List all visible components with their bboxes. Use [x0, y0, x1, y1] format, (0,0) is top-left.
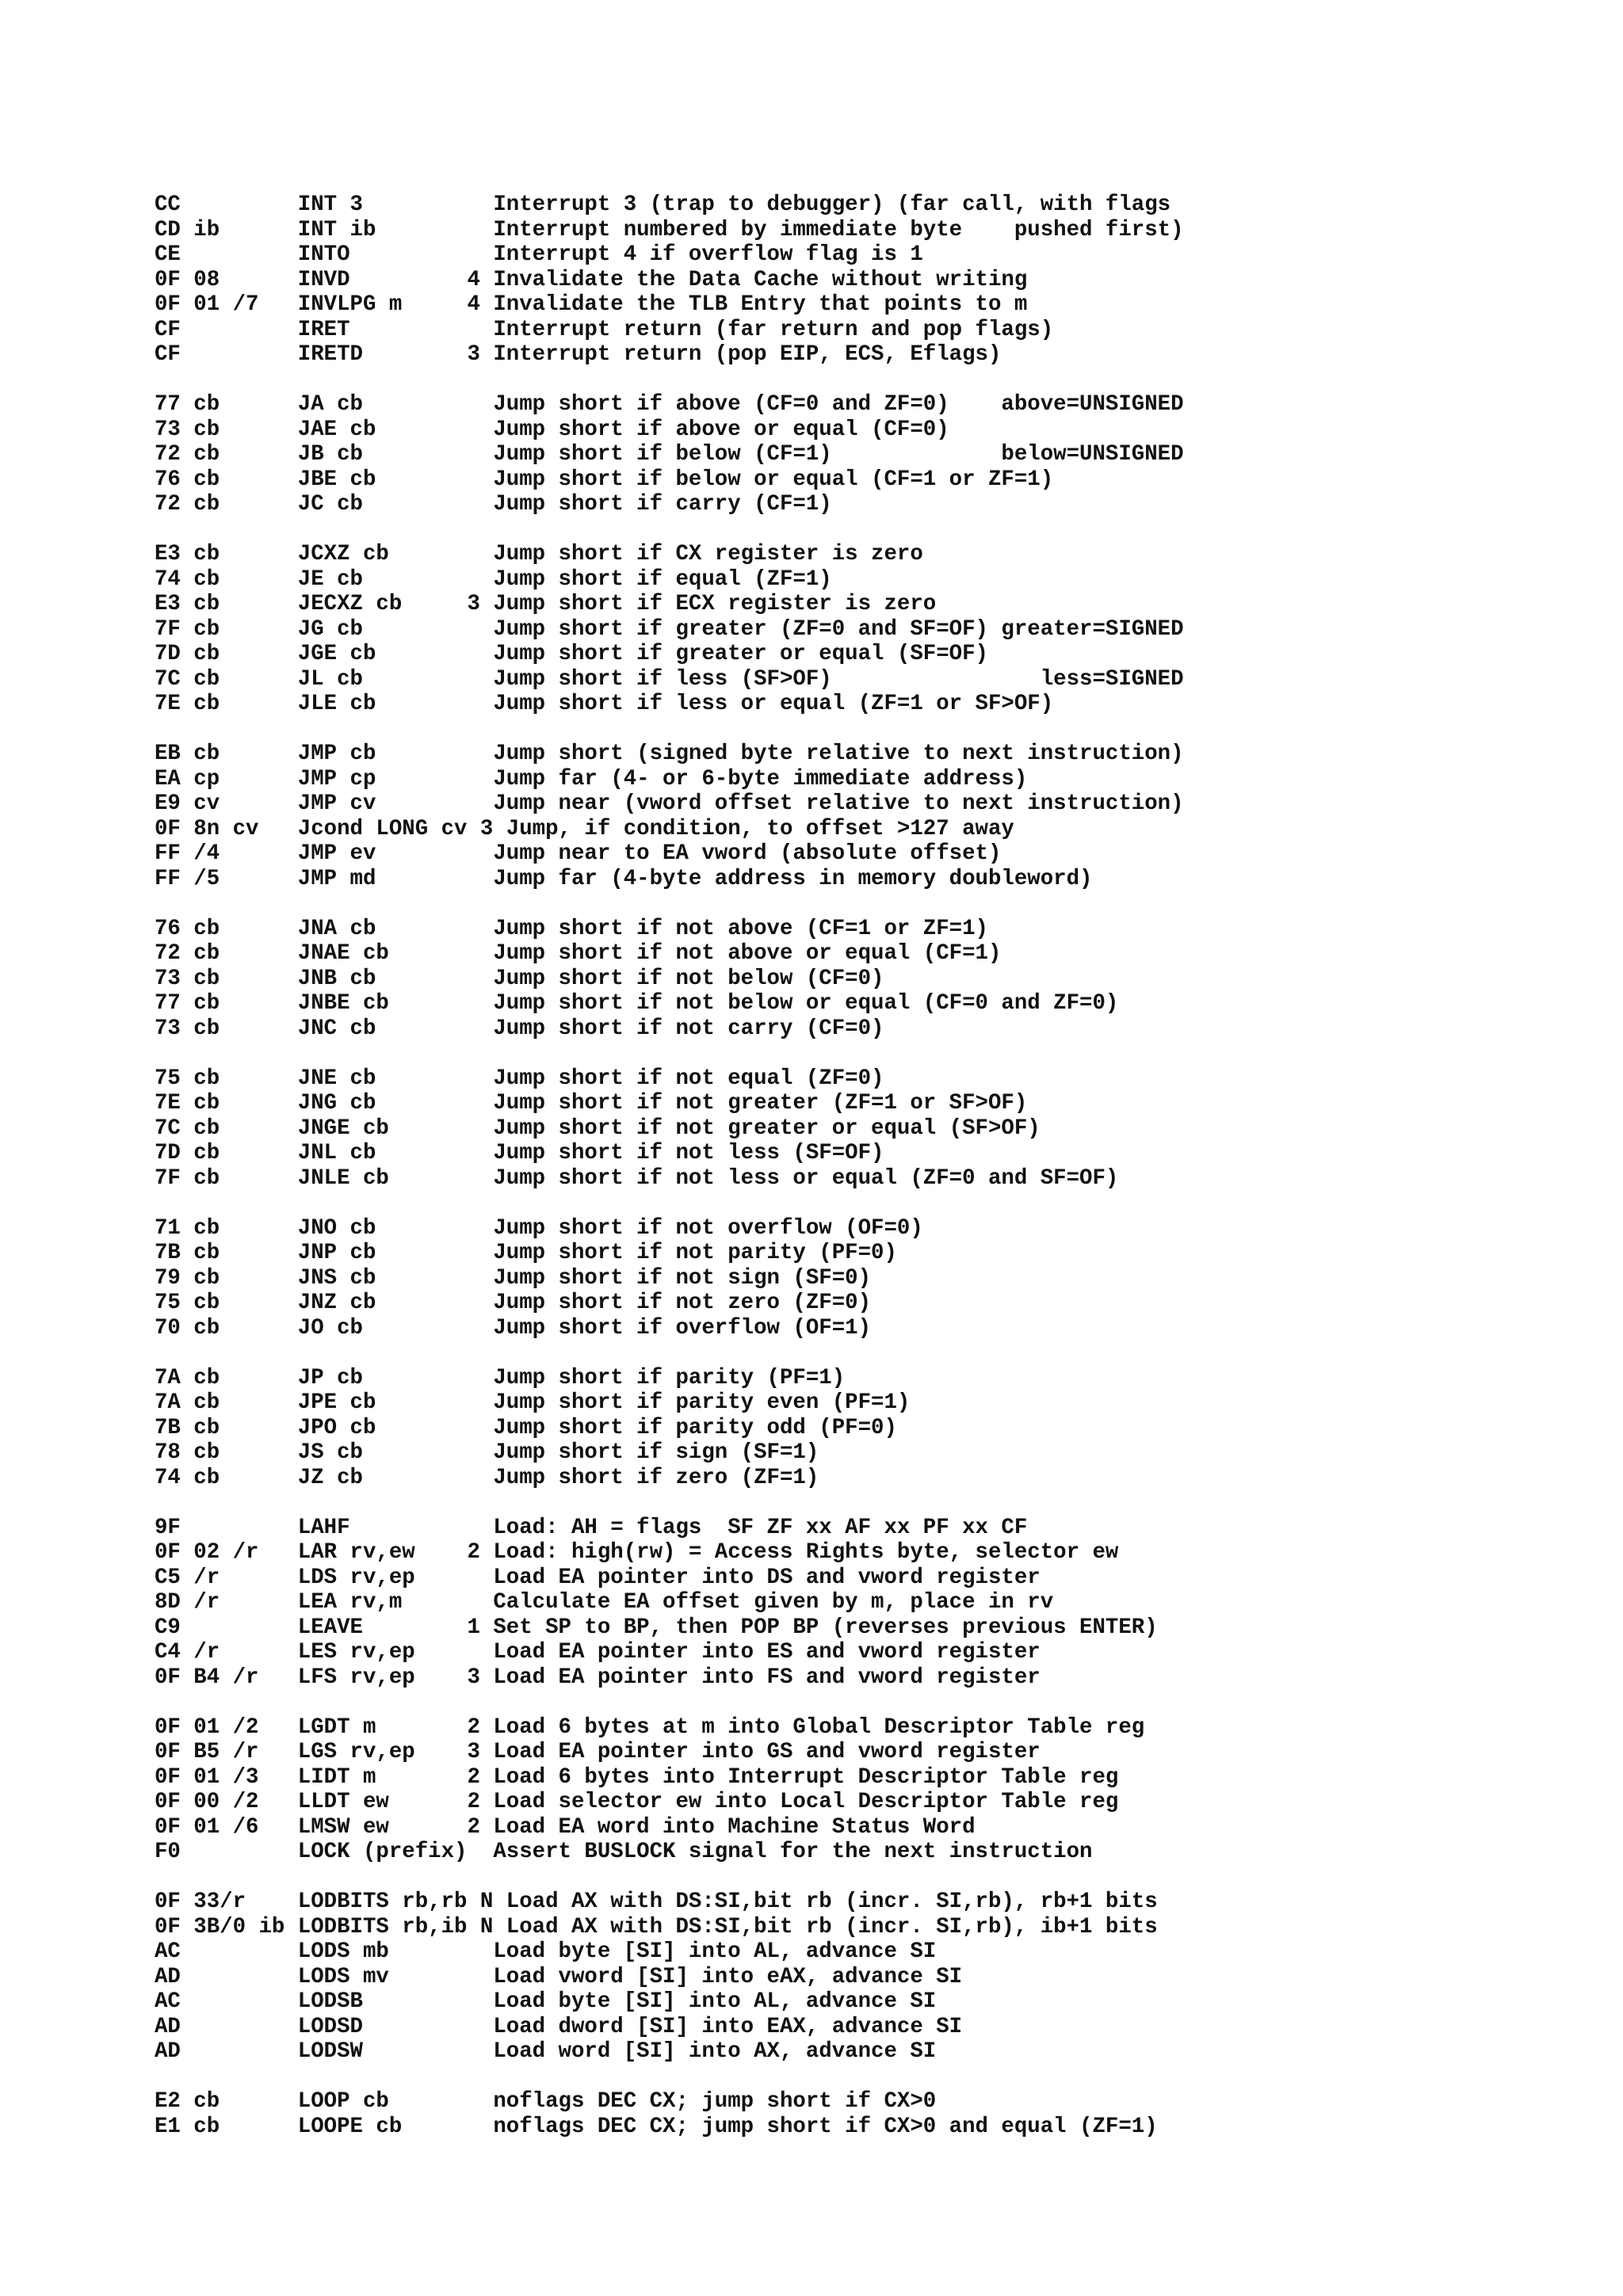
listing-line: CC INT 3 Interrupt 3 (trap to debugger) (far call, with flags: [155, 193, 1171, 217]
listing-line: 0F 01 /6 LMSW ew 2 Load EA word into Machine Status Word: [155, 1814, 976, 1840]
listing-line: FF /5 JMP md Jump far (4-byte address in memory doubleword): [155, 866, 1093, 891]
blank-line: [155, 717, 1184, 742]
listing-line: 0F 01 /3 LIDT m 2 Load 6 bytes into Interrupt Descriptor Table reg: [155, 1764, 1119, 1790]
listing-line: 72 cb JNAE cb Jump short if not above or equal (CF=1): [155, 941, 1002, 966]
listing-line: 7E cb JNG cb Jump short if not greater (ZF=1 or SF>OF): [155, 1091, 1028, 1116]
listing-line: 7C cb JNGE cb Jump short if not greater or equal (SF>OF): [155, 1116, 1041, 1141]
listing-line: 8D /r LEA rv,m Calculate EA offset given by m, place in rv: [155, 1590, 1054, 1615]
blank-line: [155, 891, 1184, 917]
listing-line: 7E cb JLE cb Jump short if less or equal (ZF=1 or SF>OF): [155, 692, 1054, 716]
blank-line: [155, 1191, 1184, 1216]
blank-line: [155, 1490, 1184, 1516]
listing-line: 0F 01 /7 INVLPG m 4 Invalidate the TLB Entry that points to m: [155, 292, 1028, 317]
listing-line: 73 cb JNC cb Jump short if not carry (CF=0): [155, 1016, 884, 1041]
listing-line: 0F 8n cv Jcond LONG cv 3 Jump, if condition, to offset >127 away: [155, 816, 1014, 841]
listing-line: 72 cb JC cb Jump short if carry (CF=1): [155, 492, 832, 517]
listing-line: 79 cb JNS cb Jump short if not sign (SF=0): [155, 1265, 872, 1291]
listing-line: 73 cb JNB cb Jump short if not below (CF=0): [155, 966, 884, 991]
listing-line: E3 cb JCXZ cb Jump short if CX register is zero: [155, 542, 923, 566]
listing-line: C9 LEAVE 1 Set SP to BP, then POP BP (reverses previous ENTER): [155, 1615, 1158, 1640]
listing-line: 72 cb JB cb Jump short if below (CF=1) below=UNSIGNED: [155, 442, 1184, 467]
listing-line: E9 cv JMP cv Jump near (vword offset relative to next instruction): [155, 791, 1184, 816]
listing-line: C4 /r LES rv,ep Load EA pointer into ES and vword register: [155, 1640, 1041, 1665]
listing-line: 74 cb JZ cb Jump short if zero (ZF=1): [155, 1465, 819, 1490]
listing-line: AC LODSB Load byte [SI] into AL, advance SI: [155, 1989, 937, 2014]
listing-line: 7D cb JGE cb Jump short if greater or equal (SF=OF): [155, 642, 988, 666]
listing-line: 0F 08 INVD 4 Invalidate the Data Cache without writing: [155, 267, 1028, 292]
listing-line: 7B cb JPO cb Jump short if parity odd (PF=0): [155, 1415, 897, 1440]
listing-line: 78 cb JS cb Jump short if sign (SF=1): [155, 1440, 819, 1465]
listing-line: CD ib INT ib Interrupt numbered by immediate byte pushed first): [155, 217, 1184, 242]
listing-line: 7F cb JNLE cb Jump short if not less or equal (ZF=0 and SF=OF): [155, 1165, 1119, 1191]
listing-line: AD LODSD Load dword [SI] into EAX, advance SI: [155, 2014, 963, 2039]
blank-line: [155, 1041, 1184, 1066]
listing-line: 76 cb JBE cb Jump short if below or equal (CF=1 or ZF=1): [155, 467, 1054, 492]
listing-line: 7A cb JP cb Jump short if parity (PF=1): [155, 1365, 846, 1390]
listing-line: CF IRET Interrupt return (far return and pop flags): [155, 317, 1054, 342]
blank-line: [155, 368, 1184, 393]
listing-line: CE INTO Interrupt 4 if overflow flag is 1: [155, 242, 923, 267]
blank-line: [155, 2065, 1184, 2090]
listing-line: 0F 02 /r LAR rv,ew 2 Load: high(rw) = Access Rights byte, selector ew: [155, 1540, 1119, 1565]
listing-line: 0F 3B/0 ib LODBITS rb,ib N Load AX with DS:SI,bit rb (incr. SI,rb), ib+1 bits: [155, 1914, 1158, 1939]
listing-line: E3 cb JECXZ cb 3 Jump short if ECX register is zero: [155, 592, 937, 616]
listing-line: FF /4 JMP ev Jump near to EA vword (absolute offset): [155, 841, 1002, 866]
listing-line: 7C cb JL cb Jump short if less (SF>OF) less=SIGNED: [155, 666, 1184, 692]
listing-line: C5 /r LDS rv,ep Load EA pointer into DS and vword register: [155, 1565, 1041, 1590]
blank-line: [155, 1341, 1184, 1366]
listing-line: 75 cb JNE cb Jump short if not equal (ZF=0): [155, 1066, 884, 1091]
listing-line: 7F cb JG cb Jump short if greater (ZF=0 and SF=OF) greater=SIGNED: [155, 616, 1184, 642]
listing-line: E2 cb LOOP cb noflags DEC CX; jump short if CX>0: [155, 2089, 937, 2114]
listing-line: 7A cb JPE cb Jump short if parity even (PF=1): [155, 1390, 911, 1415]
listing-line: 0F 33/r LODBITS rb,rb N Load AX with DS:SI,bit rb (incr. SI,rb), rb+1 bits: [155, 1890, 1158, 1914]
listing-line: EB cb JMP cb Jump short (signed byte relative to next instruction): [155, 742, 1184, 766]
listing-line: AD LODS mv Load vword [SI] into eAX, advance SI: [155, 1964, 963, 1989]
listing-line: 77 cb JA cb Jump short if above (CF=0 and ZF=0) above=UNSIGNED: [155, 392, 1184, 417]
listing-line: 76 cb JNA cb Jump short if not above (CF=1 or ZF=1): [155, 916, 988, 941]
listing-line: 75 cb JNZ cb Jump short if not zero (ZF=0): [155, 1291, 872, 1315]
listing-line: F0 LOCK (prefix) Assert BUSLOCK signal for the next instruction: [155, 1840, 1093, 1864]
blank-line: [155, 1865, 1184, 1890]
listing-line: 0F 01 /2 LGDT m 2 Load 6 bytes at m into Global Descriptor Table reg: [155, 1714, 1145, 1740]
listing-line: E1 cb LOOPE cb noflags DEC CX; jump short if CX>0 and equal (ZF=1): [155, 2114, 1158, 2139]
listing-line: 0F B5 /r LGS rv,ep 3 Load EA pointer into GS and vword register: [155, 1740, 1041, 1764]
listing-line: CF IRETD 3 Interrupt return (pop EIP, ECS, Eflags): [155, 342, 1002, 367]
listing-line: 73 cb JAE cb Jump short if above or equal (CF=0): [155, 417, 949, 442]
listing-line: AD LODSW Load word [SI] into AX, advance SI: [155, 2039, 937, 2064]
listing-line: EA cp JMP cp Jump far (4- or 6-byte immediate address): [155, 766, 1028, 791]
blank-line: [155, 1690, 1184, 1715]
listing-line: 0F 00 /2 LLDT ew 2 Load selector ew into Local Descriptor Table reg: [155, 1790, 1119, 1814]
listing-line: 71 cb JNO cb Jump short if not overflow (OF=0): [155, 1215, 923, 1241]
opcode-listing: [155, 193, 1184, 2139]
listing-line: 0F B4 /r LFS rv,ep 3 Load EA pointer into FS and vword register: [155, 1665, 1041, 1690]
listing-line: 70 cb JO cb Jump short if overflow (OF=1): [155, 1315, 872, 1341]
listing-line: 7D cb JNL cb Jump short if not less (SF=OF): [155, 1141, 884, 1165]
listing-line: 77 cb JNBE cb Jump short if not below or equal (CF=0 and ZF=0): [155, 991, 1119, 1016]
listing-line: 74 cb JE cb Jump short if equal (ZF=1): [155, 566, 832, 592]
blank-line: [155, 517, 1184, 543]
listing-line: 7B cb JNP cb Jump short if not parity (PF=0): [155, 1241, 897, 1265]
listing-line: AC LODS mb Load byte [SI] into AL, advance SI: [155, 1939, 937, 1964]
listing-line: 9F LAHF Load: AH = flags SF ZF xx AF xx PF xx CF: [155, 1515, 1028, 1540]
